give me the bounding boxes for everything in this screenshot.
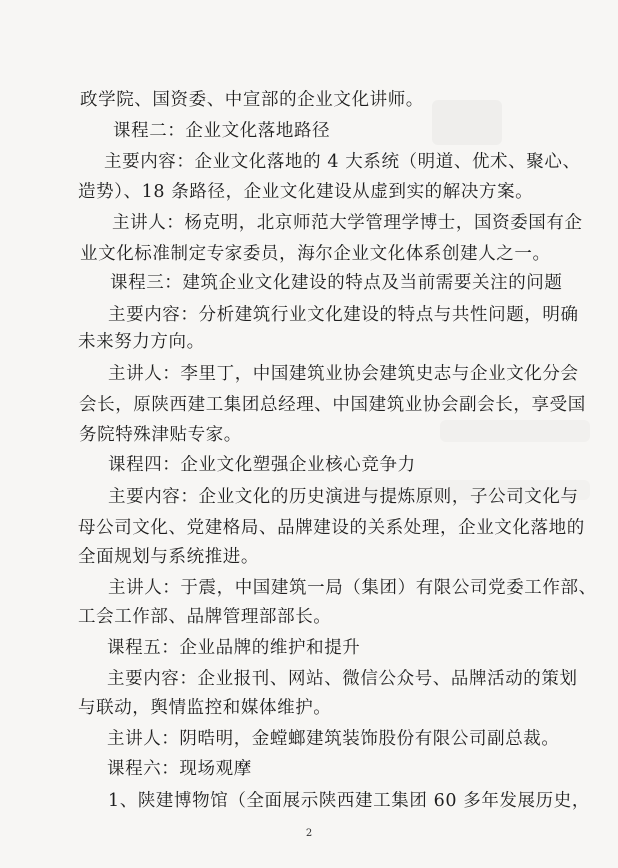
page-number: 2 [305, 828, 313, 839]
text-line: 课程六：现场观摩 [107, 759, 252, 779]
text-line: 1、陕建博物馆（全面展示陕西建工集团 60 多年发展历史， [108, 791, 590, 811]
text-line: 与联动，舆情监控和媒体维护。 [78, 698, 332, 718]
text-line: 主讲人：李里丁，中国建筑业协会建筑史志与企业文化分会 [108, 364, 579, 384]
text-line: 主讲人：杨克明，北京师范大学管理学博士，国资委国有企 [112, 213, 583, 233]
text-line: 主要内容：企业文化的历史演进与提炼原则，子公司文化与 [108, 487, 579, 507]
text-line: 主要内容：分析建筑行业文化建设的特点与共性问题，明确 [108, 305, 579, 325]
text-line: 未来努力方向。 [78, 332, 205, 352]
text-line: 造势）、18 条路径，企业文化建设从虚到实的解决方案。 [78, 182, 534, 202]
text-line: 课程三：建筑企业文化建设的特点及当前需要关注的问题 [110, 273, 563, 293]
text-line: 业文化标准制定专家委员，海尔企业文化体系创建人之一。 [80, 244, 551, 264]
show-through-mark [440, 420, 590, 442]
show-through-mark [432, 100, 502, 145]
text-line: 课程二：企业文化落地路径 [113, 121, 331, 141]
text-line: 主讲人：于震，中国建筑一局（集团）有限公司党委工作部、 [108, 578, 597, 598]
text-line: 母公司文化、党建格局、品牌建设的关系处理，企业文化落地的 [78, 518, 585, 538]
text-line: 政学院、国资委、中宣部的企业文化讲师。 [80, 90, 424, 110]
text-line: 工会工作部、品牌管理部部长。 [78, 607, 332, 627]
text-line: 课程五：企业品牌的维护和提升 [107, 638, 361, 658]
text-line: 主要内容：企业报刊、网站、微信公众号、品牌活动的策划 [107, 669, 578, 689]
text-line: 全面规划与系统推进。 [78, 547, 259, 567]
text-line: 主要内容：企业文化落地的 4 大系统（明道、优术、聚心、 [104, 152, 581, 172]
text-line: 主讲人：阴晧明，金螳螂建筑装饰股份有限公司副总裁。 [107, 729, 560, 749]
text-line: 务院特殊津贴专家。 [79, 425, 242, 445]
text-line: 会长，原陕西建工集团总经理、中国建筑业协会副会长，享受国 [79, 395, 586, 415]
text-line: 课程四：企业文化塑强企业核心竞争力 [108, 455, 416, 475]
